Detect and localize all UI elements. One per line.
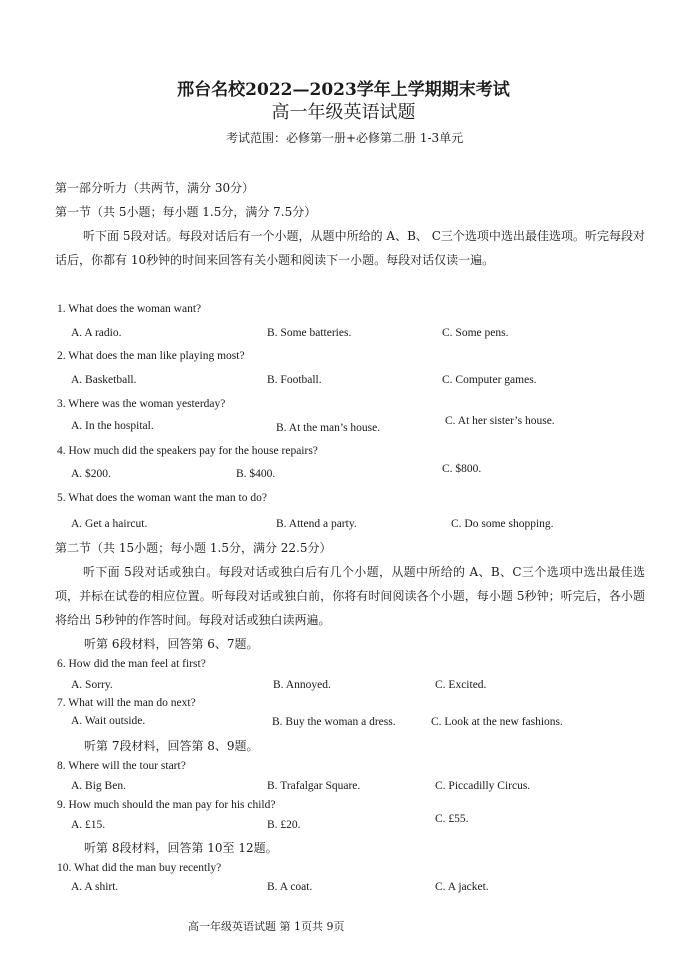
option-b: B. Some batteries. (267, 327, 352, 339)
option-a: A. A shirt. (71, 881, 119, 893)
option-b: B. Annoyed. (273, 679, 331, 691)
option-a: A. Basketball. (71, 374, 137, 386)
section2-instructions: 听下面 5段对话或独白。每段对话或独白后有几个小题，从题中所给的 A、B、C三个选项中选出最佳选项，并标在试卷的相应位置。听每段对话或独白前，你将有时间阅读各个小题，每小题 5秒钟；听完后，各小题将给出 5秒钟的作答时间。每段对话或独白读两遍。 (55, 565, 645, 627)
question-stem: 2. What does the man like playing most? (57, 350, 245, 362)
option-c: C. Computer games. (442, 374, 537, 386)
option-c: C. Look at the new fashions. (431, 716, 563, 728)
section1-instructions: 听下面 5段对话。每段对话后有一个小题，从题中所给的 A、B、 C三个选项中选出最佳选项。听完每段对话后，你都有 10秒钟的时间来回答有关小题和阅读下一小题。每段对话仅读一遍。 (55, 229, 645, 267)
option-b: B. A coat. (267, 881, 313, 893)
question-stem: 6. How did the man feel at first? (57, 658, 206, 670)
option-a: A. Sorry. (71, 679, 113, 691)
question-stem: 3. Where was the woman yesterday? (57, 398, 226, 410)
page-footer: 高一年级英语试题 第 1页共 9页 (188, 920, 345, 933)
option-b: B. £20. (267, 819, 301, 831)
option-b: B. $400. (236, 468, 276, 480)
option-a: A. $200. (71, 468, 111, 480)
option-b: B. Football. (267, 374, 322, 386)
option-a: A. Big Ben. (71, 780, 126, 792)
option-b: B. At the man’s house. (276, 422, 381, 434)
material-note: 听第 8段材料，回答第 10至 12题。 (84, 841, 278, 855)
material-note: 听第 7段材料，回答第 8、9题。 (84, 739, 259, 753)
question-stem: 4. How much did the speakers pay for the house repairs? (57, 445, 318, 457)
option-b: B. Buy the woman a dress. (272, 716, 396, 728)
option-c: C. Piccadilly Circus. (435, 780, 531, 792)
question-stem: 5. What does the woman want the man to do? (57, 492, 267, 504)
option-a: A. In the hospital. (71, 420, 154, 432)
option-c: C. At her sister’s house. (445, 415, 555, 427)
part1-heading: 第一部分听力（共两节，满分 30分） (55, 181, 255, 195)
option-a: A. A radio. (71, 327, 122, 339)
option-a: A. Get a haircut. (71, 518, 148, 530)
question-stem: 1. What does the woman want? (57, 303, 202, 315)
option-b: B. Attend a party. (276, 518, 357, 530)
option-a: A. £15. (71, 819, 106, 831)
exam-subtitle: 高一年级英语试题 (271, 102, 416, 123)
material-note: 听第 6段材料，回答第 6、7题。 (84, 637, 259, 651)
option-c: C. A jacket. (435, 881, 489, 893)
option-b: B. Trafalgar Square. (267, 780, 361, 792)
section1-heading: 第一节（共 5小题；每小题 1.5分，满分 7.5分） (55, 205, 317, 219)
question-stem: 7. What will the man do next? (57, 697, 196, 709)
exam-title: 邢台名校2022—2023学年上学期期末考试 (177, 80, 510, 100)
option-c: C. $800. (442, 463, 482, 475)
question-stem: 10. What did the man buy recently? (57, 862, 222, 874)
option-c: C. £55. (435, 813, 469, 825)
exam-scope: 考试范围：必修第一册+必修第二册 1-3单元 (226, 131, 464, 145)
section2-heading: 第二节（共 15小题；每小题 1.5分，满分 22.5分） (55, 541, 332, 555)
option-c: C. Some pens. (442, 327, 509, 339)
option-c: C. Excited. (435, 679, 487, 691)
option-a: A. Wait outside. (71, 715, 146, 727)
question-stem: 9. How much should the man pay for his child? (57, 799, 276, 811)
option-c: C. Do some shopping. (451, 518, 554, 530)
question-stem: 8. Where will the tour start? (57, 760, 186, 772)
